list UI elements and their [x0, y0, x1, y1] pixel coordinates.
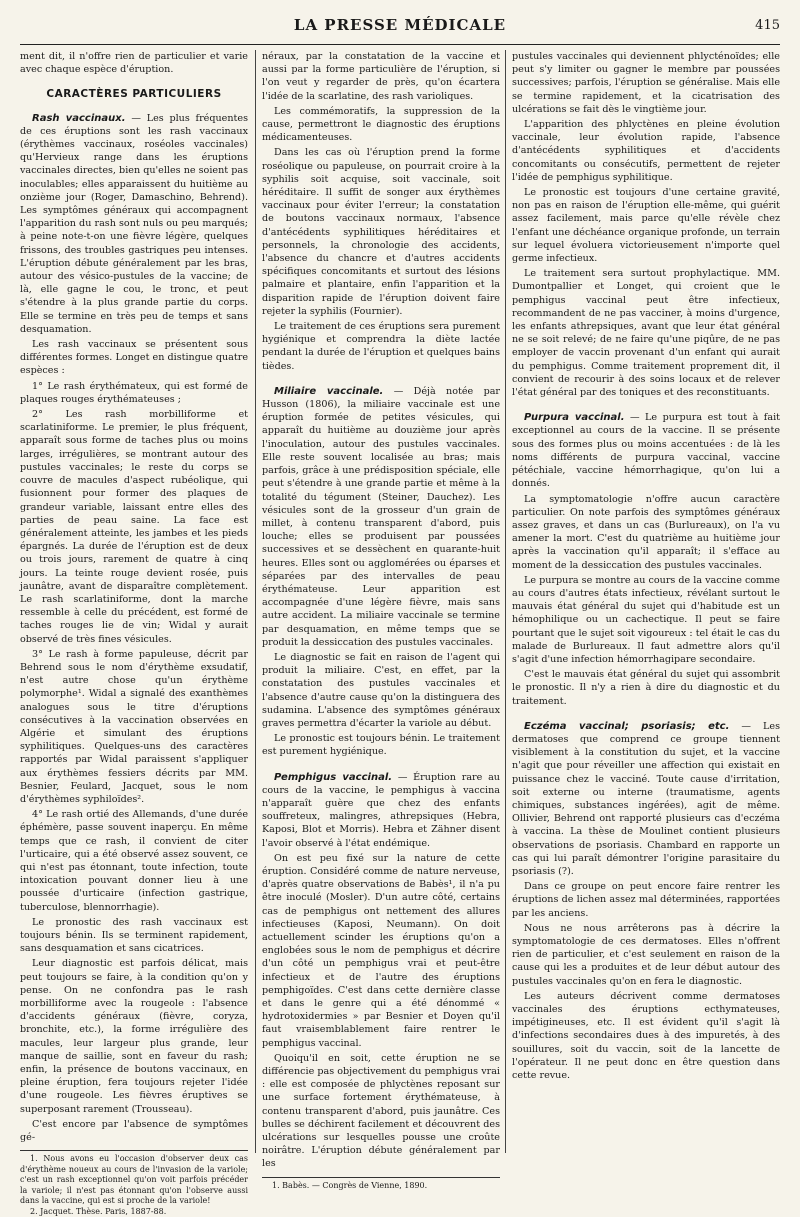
- paragraph-text: — Éruption rare au cours de la vaccine, le pemphigus à vaccina n'apparaît guère que chez des enfants souffreteux, malingres, athrepsiques (Hebra, Kaposi, Blot et Morris). Hebra et Zähner disent l'avoir observé à l'état endémique.: [262, 771, 500, 849]
- running-head: [20, 6, 780, 42]
- header-rule: [20, 44, 780, 45]
- section-heading: CARACTÈRES PARTICULIERS: [46, 88, 222, 101]
- footnotes: [262, 1177, 500, 1192]
- paragraph: ment dit, il n'offre rien de particulier et varie avec chaque espèce d'éruption.: [20, 51, 248, 76]
- paragraph-text: — Les plus fréquentes de ces éruptions sont les rash vaccinaux (érythèmes vaccinaux, roséoles vaccinales) qu'Hervieux range dans les éruptions vaccinales directes, bien qu'elles ne soient pas inoculables; elles apparaissent du huitième au onzième jour (Roger, Damaschino, Behrend). Les symptômes généraux qui accompagnent l'apparition du rash sont nuls ou peu marqués; à peine note-t-on une fièvre légère, quelques frissons, des troubles gastriques peu intenses. L'éruption débute généralement par les bras, autour des vésico-pustules de la vaccine; de là, elle gagne le cou, le tronc, et peut s'étendre à la plus grande partie du corps. Elle se termine en très peu de temps et sans desquamation.: [20, 112, 248, 335]
- column-divider: [505, 50, 506, 1153]
- paragraph-text: — Le purpura est tout à fait exceptionnel au cours de la vaccine. Il se présente sous des formes plus ou moins accentuées : de là les noms différents de purpura vaccinal, vaccine pétéchiale, vaccine hémorrhagique, qu'on lui a donnés.: [512, 412, 780, 490]
- paragraph: Les rash vaccinaux se présentent sous différentes formes. Longet en distingue quatre espèces :: [20, 339, 248, 377]
- subsection-title: Eczéma vaccinal; psoriasis; etc.: [524, 720, 730, 732]
- footnote: 1. Babès. — Congrès de Vienne, 1890.: [272, 1180, 428, 1190]
- column-middle: [262, 50, 501, 1190]
- paragraph: Le pronostic des rash vaccinaux est toujours bénin. Ils se terminent rapidement, sans desquamation et sans cicatrices.: [20, 916, 248, 955]
- paragraph: Leur diagnostic est parfois délicat, mais peut toujours se faire, à la condition qu'on y pense. On ne confondra pas le rash morbilliforme avec la rougeole : l'absence d'accidents généraux (fièvre, coryza, bronchite, etc.), la forme irrégulière des macules, leur largeur plus grande, leur manque de saillie, sont en faveur du rash; enfin, la présence de boutons vaccinaux, en pleine éruption, fera toujours rejeter l'idée d'une rougeole. Les fièvres éruptives se superposant rarement (Trousseau).: [20, 958, 248, 1115]
- footnote: 1. Nous avons eu l'occasion d'observer deux cas d'érythème noueux au cours de l'invasion de la variole; c'est un rash exceptionnel qu'on voit parfois précéder la variole; il n'est pas étonnant qu'on l'observe aussi dans la vaccine, qui est si proche de la variole!: [20, 1154, 248, 1206]
- paragraph: Dans ce groupe on peut encore faire rentrer les éruptions de lichen assez mal déterminées, rapportées par les anciens.: [512, 881, 780, 919]
- paragraph: [512, 411, 780, 490]
- paragraph: [512, 720, 780, 878]
- paragraph: Quoiqu'il en soit, cette éruption ne se différencie pas objectivement du pemphigus vrai : elle est composée de phlyctènes reposant sur une surface fortement érythémateuse, à contenu transparent d'abord, puis jaunâtre. Ces bulles se déchirent facilement et découvrent des ulcérations sur lesquelles pousse une croûte noirâtre. L'éruption débute généralement par les: [262, 1052, 500, 1170]
- paragraph: Le pronostic est toujours d'une certaine gravité, non pas en raison de l'éruption elle-même, qui guérit assez facilement, mais parce qu'elle révèle chez l'enfant une déchéance organique profonde, un terrain sur lequel évoluera victorieusement n'importe quel germe infectieux.: [512, 187, 780, 265]
- paragraph-text: — Déjà notée par Husson (1806), la miliaire vaccinale est une éruption formée de petites vésicules, qui apparaît du huitième au douzième jour après l'inoculation, autour des pustules vaccinales. Elle reste souvent localisée au bras; mais parfois, grâce à une prédisposition spéciale, elle peut s'étendre à une grande partie et même à la totalité du tégument (Steiner, Dauchez). Les vésicules sont de la grosseur d'un grain de millet, à contenu transparent d'abord, puis louche; elles se produisent par poussées successives et se dessèchent en quarante-huit heures. Elles sont ou agglomérées ou éparses et séparées par des intervalles de peau érythémateuse. Leur apparition est accompagnée d'une légère fièvre, mais sans autre accident. La miliaire vaccinale se termine par desquamation, en même temps que se produit la dessiccation des pustules vaccinales.: [262, 385, 501, 648]
- paragraph: Dans les cas où l'éruption prend la forme roséolique ou papuleuse, on pourrait croire à la syphilis soit acquise, soit vaccinale, soit héréditaire. Il suffit de songer aux érythèmes vaccinaux pour éviter l'erreur; la constatation de boutons vaccinaux normaux, l'absence d'antécédents syphilitiques héréditaires et personnels, la chronologie des accidents, l'absence du chancre et d'autres accidents spécifiques concomitants et surtout des lésions palmaire et plantaire, enfin l'apparition et la disparition rapide de l'éruption doivent faire rejeter la syphilis (Fournier).: [262, 147, 500, 317]
- column-left: [20, 50, 248, 1216]
- paragraph-text: — Les dermatoses que comprend ce groupe tiennent visiblement à la constitution du sujet, et la vaccine n'agit que pour réveiller une affection qui existait en puissance chez le vacciné. Toute cause d'irritation, soit externe ou interne (traumatisme, agents chimiques, substances ingérées), agit de même. Ollivier, Behrend ont rapporté plusieurs cas d'eczéma à vaccina. La thèse de Moulinet contient plusieurs observations de psoriasis. Chambard en rapporte un cas qui lui paraît démontrer l'origine parasitaire du psoriasis (?).: [512, 720, 780, 877]
- column-divider: [255, 50, 256, 1153]
- page-number: 415: [755, 18, 780, 33]
- paragraph: Le traitement de ces éruptions sera purement hygiénique et comprendra la diète lactée pendant la durée de l'éruption et quelques bains tièdes.: [262, 321, 500, 372]
- paragraph: Le diagnostic se fait en raison de l'agent qui produit la miliaire. C'est, en effet, par la constatation des pustules vaccinales et l'absence d'autre cause qu'on la distinguera des sudamina. L'absence des symptômes généraux graves permettra d'écarter la variole au début.: [262, 651, 500, 729]
- paragraph: L'apparition des phlyctènes en pleine évolution vaccinale, leur évolution rapide, l'absence d'antécédents syphilitiques et d'accidents concomitants ou consécutifs, permettent de rejeter l'idée de pemphigus syphilitique.: [512, 119, 780, 183]
- paragraph: C'est le mauvais état général du sujet qui assombrit le pronostic. Il n'y a rien à dire du diagnostic et du traitement.: [512, 669, 780, 707]
- paragraph: pustules vaccinales qui deviennent phlycténoïdes; elle peut s'y limiter ou gagner le membre par poussées successives; parfois, l'éruption se généralise. Mais elle se termine rapidement, et la cicatrisation des ulcérations se fait dès le vingtième jour.: [512, 51, 780, 115]
- journal-title: LA PRESSE MÉDICALE: [293, 16, 507, 34]
- subsection-title: Miliaire vaccinale.: [274, 385, 384, 397]
- paragraph: 4° Le rash ortié des Allemands, d'une durée éphémère, passe souvent inaperçu. En même temps que ce rash, il convient de citer l'urticaire, qui a été observé assez souvent, ce qui n'est pas étonnant, toute infection, toute intoxication pouvant donner lieu à une poussée d'urticaire (infection gastrique, tuberculose, blennorrhagie).: [20, 809, 248, 913]
- column-right: [512, 50, 780, 1153]
- subsection-title: Purpura vaccinal.: [524, 412, 625, 424]
- paragraph: 1° Le rash érythémateux, qui est formé de plaques rouges érythémateuses ;: [20, 380, 248, 405]
- paragraph: 3° Le rash à forme papuleuse, décrit par Behrend sous le nom d'érythème exsudatif, n'est autre chose qu'un érythème polymorphe¹. Widal a signalé des exanthèmes analogues sous le titre d'éruptions consécutives à la vaccination observées en Algérie et simulant des éruptions syphilitiques. Quelques-uns des caractères rapportés par Widal paraissent s'appliquer aux érythèmes fessiers décrits par MM. Besnier, Feulard, Jacquet, sous le nom d'érythèmes syphiloïdes².: [20, 648, 248, 805]
- footnote: 2. Jacquet. Thèse. Paris, 1887-88.: [30, 1206, 167, 1216]
- paragraph: Le pronostic est toujours bénin. Le traitement est purement hygiénique.: [262, 733, 500, 758]
- paragraph: Le purpura se montre au cours de la vaccine comme au cours d'autres états infectieux, révélant surtout le mauvais état général du sujet qui d'habitude est un hémophilique ou un cachectique. Il peut se faire pourtant que le sujet soit vigoureux : tel était le cas du malade de Burlureaux. Il faut admettre alors qu'il s'agit d'une infection hémorrhagipare secondaire.: [512, 574, 780, 665]
- paragraph: C'est encore par l'absence de symptômes gé-: [20, 1118, 248, 1144]
- paragraph: [20, 112, 248, 336]
- paragraph: [262, 385, 500, 649]
- paragraph: La symptomatologie n'offre aucun caractère particulier. On note parfois des symptômes généraux assez graves, et dans un cas (Burlureaux), on l'a vu amener la mort. C'est du quatrième au huitième jour après la vaccination qu'il apparaît; il s'efface au moment de la dessiccation des pustules vaccinales.: [512, 493, 780, 571]
- paragraph: On est peu fixé sur la nature de cette éruption. Considéré comme de nature nerveuse, d'après quatre observations de Babès¹, il n'a pu être inoculé (Mosler). D'un autre côté, certains cas de pemphigus ont nettement des allures infectieuses (Kaposi, Neumann). On doit actuellement scinder les éruptions qu'on a englobées sous le nom de pemphigus et décrire d'un côté un pemphigus vrai et peut-être infectieux et de l'autre des éruptions pemphigoïdes. C'est dans cette dernière classe et dans le genre qui a été dénommé « hydrotoxidermies » par Besnier et Doyen qu'il faut vraisemblablement faire rentrer le pemphigus vaccinal.: [262, 852, 500, 1049]
- paragraph: Les auteurs décrivent comme dermatoses vaccinales des éruptions ecthymateuses, impétigineuses, etc. Il est évident qu'il s'agit là d'infections secondaires dues à des impuretés, à des souillures, soit du vaccin, soit de la lancette de l'opérateur. Il ne peut donc en être question dans cette revue.: [512, 990, 780, 1082]
- paragraph: Le traitement sera surtout prophylactique. MM. Dumontpallier et Longet, qui croient que le pemphigus vaccinal peut être infectieux, recommandent de ne pas vacciner, à moins d'urgence, les enfants athrepsiques, avant que leur état général ne se soit relevé; de ne faire qu'une piqûre, de ne pas employer de vaccin provenant d'un enfant qui aurait du pemphigus. Comme traitement proprement dit, il convient de recourir à des soins locaux et de relever l'état général par des toniques et des reconstituants.: [512, 268, 780, 399]
- paragraph: 2° Les rash morbilliforme et scarlatiniforme. Le premier, le plus fréquent, apparaît sous forme de taches plus ou moins larges, irrégulières, se montrant autour des pustules vaccinales; le reste du corps se couvre de macules d'aspect rubéolique, qui fusionnent pour former des plaques de grandeur variable, laissant entre elles des parties de peau saine. La face est généralement atteinte, les jambes et les pieds épargnés. La durée de l'éruption est de deux ou trois jours, rarement de quatre à cinq jours. La teinte rouge devient rosée, puis jaunâtre, avant de disparaître complètement. Le rash scarlatiniforme, dont la marche ressemble à celle du précédent, est formé de taches rouges lie de vin; Widal y aurait observé de très fines vésicules.: [20, 409, 248, 645]
- subsection-title: Pemphigus vaccinal.: [274, 771, 393, 783]
- footnotes: [20, 1150, 248, 1217]
- paragraph: Nous ne nous arrêterons pas à décrire la symptomatologie de ces dermatoses. Elles n'offrent rien de particulier, et c'est seulement en raison de la cause qui les a produites et de leur début autour des pustules vaccinales qu'on en fera le diagnostic.: [512, 922, 780, 987]
- paragraph: [262, 771, 500, 850]
- paragraph: néraux, par la constatation de la vaccine et aussi par la forme particulière de l'éruption, si l'on veut y regarder de près, qu'on écartera l'idée de la scarlatine, des rash varioliques.: [262, 51, 500, 102]
- subsection-title: Rash vaccinaux.: [32, 112, 126, 124]
- paragraph: Les commémoratifs, la suppression de la cause, permettront le diagnostic des éruptions médicamenteuses.: [262, 105, 500, 144]
